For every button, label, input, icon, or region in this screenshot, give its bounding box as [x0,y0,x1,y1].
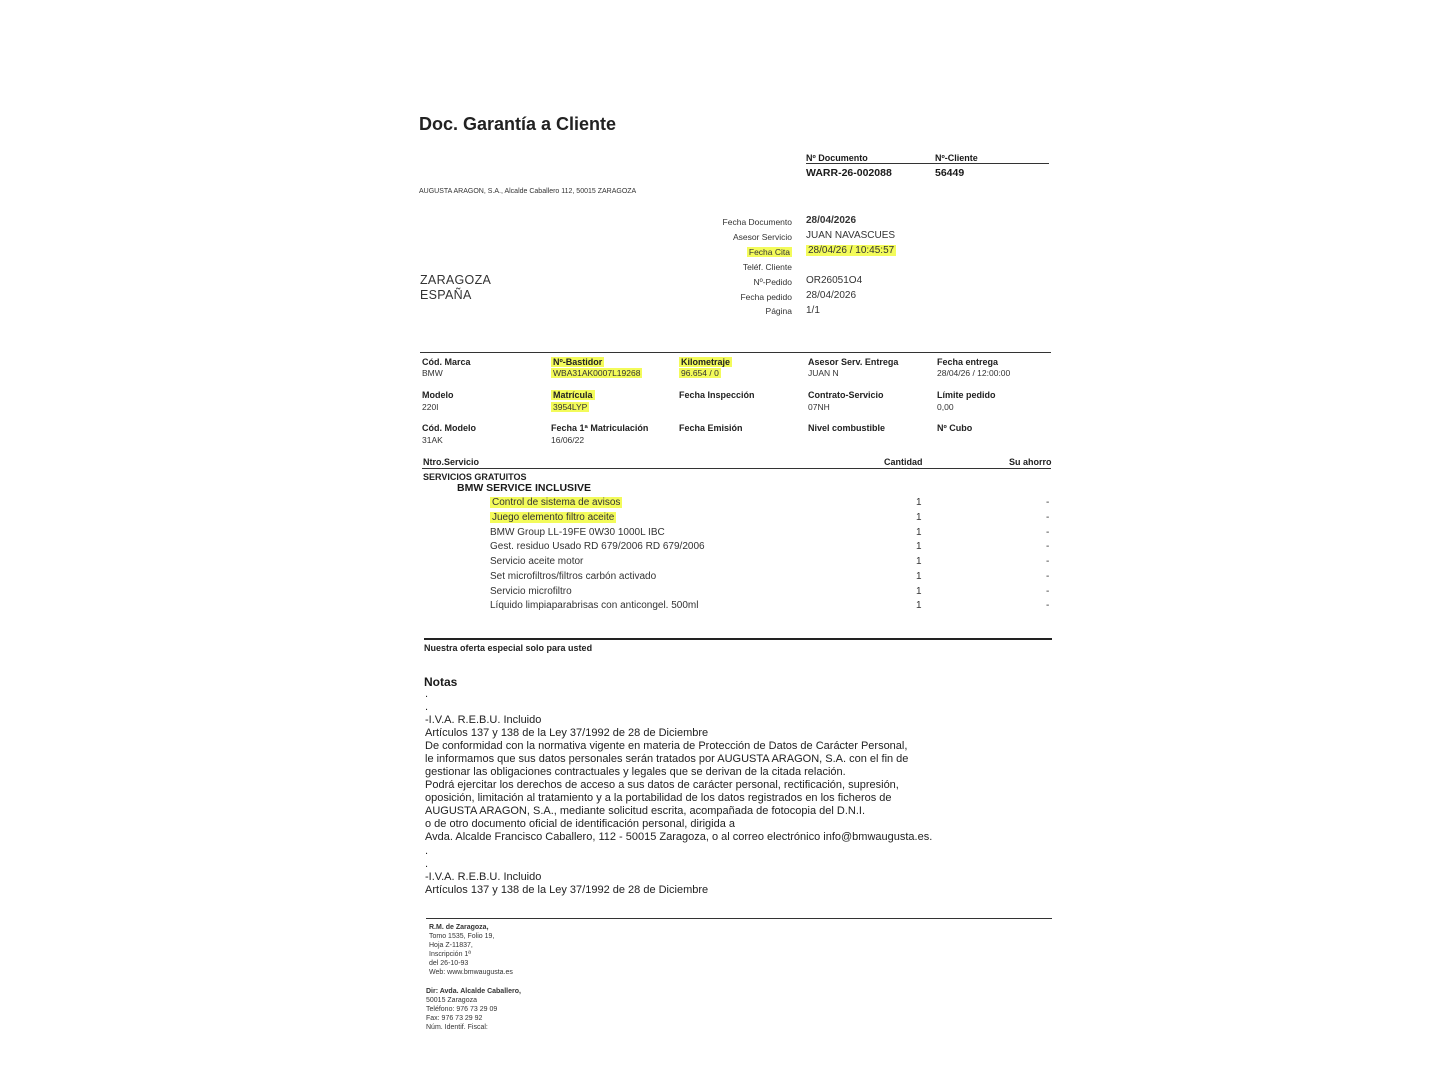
grid-label: Modelo [422,390,454,400]
detail-label: Nº-Pedido [753,277,792,287]
grid-label: Nº Cubo [937,423,973,433]
item-qty: 1 [916,586,922,597]
list-item: Set microfiltros/filtros carbón activado [490,571,657,582]
grid-label: Nivel combustible [808,423,886,433]
grid-label: Fecha entrega [937,357,999,367]
detail-label: Fecha pedido [740,292,792,302]
note-line: gestionar las obligaciones contractuales y legales que se derivan de la citada relación. [425,766,846,778]
note-line: o de otro documento oficial de identificación personal, dirigida a [425,818,736,830]
note-line: Artículos 137 y 138 de la Ley 37/1992 de 28 de Diciembre [425,727,709,739]
grid-value: 220I [422,402,439,412]
item-savings: - [1046,497,1050,508]
list-item: Líquido limpiaparabrisas con anticongel. 500ml [490,600,699,611]
col-qty-header: Cantidad [884,457,923,467]
client-number-label: Nº-Cliente [935,153,978,163]
note-line: oposición, limitación al tratamiento y a la portabilidad de los datos registrados en los ficheros de [425,792,892,804]
detail-value: 28/04/2026 [806,290,857,301]
list-item: Juego elemento filtro aceite [492,512,615,523]
note-line: -I.V.A. R.E.B.U. Incluido [425,871,542,883]
note-line: Artículos 137 y 138 de la Ley 37/1992 de 28 de Diciembre [425,884,709,896]
footer-divider [426,918,1052,919]
detail-label: Página [765,306,792,316]
detail-value: JUAN NAVASCUES [806,230,896,241]
grid-label: Fecha Emisión [679,423,743,433]
grid-label: Asesor Serv. Entrega [808,357,899,367]
doc-number-label: Nº Documento [806,153,868,163]
note-line: . [425,858,429,870]
vehicle-divider [420,352,1051,353]
item-qty: 1 [916,600,922,611]
address-line: 50015 Zaragoza [426,997,477,1004]
grid-label: Fecha Inspección [679,390,755,400]
grid-label: Kilometraje [681,357,731,367]
col-service-header: Ntro.Servicio [423,457,480,467]
grid-value: 31AK [422,435,443,445]
item-savings: - [1046,586,1050,597]
detail-label: Teléf. Cliente [742,262,792,272]
country: ESPAÑA [420,288,472,302]
registry-line: Hoja Z-11837, [429,942,473,949]
detail-label: Fecha Documento [722,217,792,227]
services-group: SERVICIOS GRATUITOS [423,472,527,482]
list-item: Servicio microfiltro [490,586,572,597]
note-line: . [425,845,429,857]
doc-number-value: WARR-26-002088 [806,167,892,179]
company-address: AUGUSTA ARAGON, S.A., Alcalde Caballero 112, 50015 ZARAGOZA [419,188,637,195]
services-divider [422,468,1051,469]
item-savings: - [1046,512,1050,523]
address-title: Dir: Avda. Alcalde Caballero, [426,988,521,995]
list-item: Servicio aceite motor [490,556,584,567]
detail-label: Asesor Servicio [732,232,792,242]
item-qty: 1 [916,527,922,538]
item-qty: 1 [916,541,922,552]
registry-line: Web: www.bmwaugusta.es [429,969,513,976]
detail-value: OR26051О4 [806,275,863,286]
item-qty: 1 [916,512,922,523]
header-divider [806,163,1049,164]
notes-title: Notas [424,675,458,689]
list-item: Gest. residuo Usado RD 679/2006 RD 679/2006 [490,541,705,552]
offer-text: Nuestra oferta especial solo para usted [424,643,593,653]
address-line: Fax: 976 73 29 92 [426,1015,483,1022]
item-savings: - [1046,556,1050,567]
grid-value: 0,00 [937,402,954,412]
address-line: Núm. Identif. Fiscal: [426,1024,488,1031]
grid-value: BMW [422,368,443,378]
note-line: . [425,688,429,700]
item-savings: - [1046,571,1050,582]
grid-value: 07NH [808,402,830,412]
note-line: De conformidad con la normativa vigente en materia de Protección de Datos de Carácter Personal, [425,740,908,752]
note-line: -I.V.A. R.E.B.U. Incluido [425,714,542,726]
offer-divider [424,638,1052,640]
services-package: BMW SERVICE INCLUSIVE [457,482,591,494]
address-line: Teléfono: 976 73 29 09 [426,1006,498,1013]
registry-line: del 26-10-93 [429,960,469,967]
grid-label: Cód. Modelo [422,423,476,433]
grid-label: Límite pedido [937,390,996,400]
grid-value: WBA31AK0007L19268 [553,368,641,378]
detail-label: Fecha Cita [748,247,790,257]
note-line: Podrá ejercitar los derechos de acceso a sus datos de carácter personal, rectificación, supresión, [425,779,899,791]
client-number-value: 56449 [935,167,965,179]
item-qty: 1 [916,497,922,508]
col-savings-header: Su ahorro [1009,457,1052,467]
item-savings: - [1046,600,1050,611]
item-qty: 1 [916,556,922,567]
grid-value: 96.654 / 0 [681,368,719,378]
registry-line: Tomo 1535, Folio 19, [429,933,495,940]
grid-label: Nº-Bastidor [553,357,603,367]
note-line: le informamos que sus datos personales serán tratados por AUGUSTA ARAGON, S.A. con el fin de [425,753,909,765]
grid-label: Matrícula [553,390,593,400]
registry-title: R.M. de Zaragoza, [429,924,489,931]
note-line: AUGUSTA ARAGON, S.A., mediante solicitud escrita, acompañada de fotocopia del D.N.I. [425,805,865,817]
grid-label: Fecha 1ª Matriculación [551,423,649,433]
grid-value: 3954LYP [553,402,588,412]
grid-value: 28/04/26 / 12:00:00 [937,368,1011,378]
note-line: Avda. Alcalde Francisco Caballero, 112 - 50015 Zaragoza, o al correo electrónico info@bmwaugusta.es. [425,831,933,843]
grid-label: Contrato-Servicio [808,390,884,400]
grid-value: 16/06/22 [551,435,585,445]
city: ZARAGOZA [420,273,492,287]
item-savings: - [1046,527,1050,538]
registry-line: Inscripción 1ª [429,951,471,958]
detail-value: 28/04/2026 [806,215,857,226]
item-savings: - [1046,541,1050,552]
detail-value: 28/04/26 / 10:45:57 [808,245,895,256]
list-item: Control de sistema de avisos [492,497,621,508]
item-qty: 1 [916,571,922,582]
detail-value: 1/1 [806,305,820,316]
document-title: Doc. Garantía a Cliente [419,114,617,134]
grid-label: Cód. Marca [422,357,471,367]
list-item: BMW Group LL-19FE 0W30 1000L IBC [490,527,665,538]
note-line: . [425,701,429,713]
grid-value: JUAN N [808,368,839,378]
